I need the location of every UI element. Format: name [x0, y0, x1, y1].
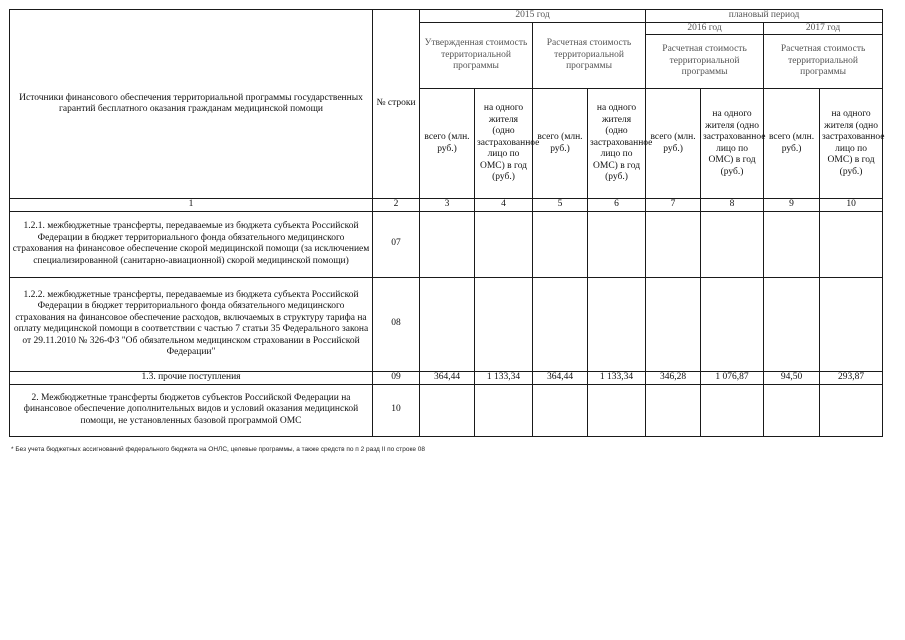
header-year-2015: 2015 год: [420, 10, 646, 23]
header-per-resident-col8: на одного жителя (одно застрахованное лицо по ОМС) в год (руб.): [701, 89, 764, 199]
cell-value: [820, 384, 883, 436]
row-number: 10: [373, 384, 420, 436]
row-label: 1.2.1. межбюджетные трансферты, передаваемые из бюджета субъекта Российской Федерации в бюджет территориального фонда обязательного медицинского страхования на финансовое обеспечение скорой медицинской помощи (за исключением специализированной (санитарно-авиационной) скорой медицинской помощи): [10, 211, 373, 277]
header-year-2017: 2017 год: [764, 22, 883, 35]
column-number: 8: [701, 199, 764, 212]
row-number: 08: [373, 277, 420, 371]
cell-value: [701, 384, 764, 436]
header-planning-period: плановый период: [646, 10, 883, 23]
header-row-number: № строки: [373, 10, 420, 199]
row-number: 09: [373, 371, 420, 384]
cell-value: [533, 211, 588, 277]
cell-value: [475, 384, 533, 436]
budget-table-document: [9, 9, 883, 437]
header-total-col7: всего (млн. руб.): [646, 89, 701, 199]
header-calc-cost-2017: Расчетная стоимость территориальной программы: [764, 35, 883, 89]
column-number: 2: [373, 199, 420, 212]
cell-value: [764, 384, 820, 436]
cell-value: 364,44: [420, 371, 475, 384]
header-per-resident-col6: на одного жителя (одно застрахованное лицо по ОМС) в год (руб.): [588, 89, 646, 199]
column-number-row: [10, 199, 883, 212]
cell-value: [701, 211, 764, 277]
cell-value: 1 133,34: [475, 371, 533, 384]
header-total-col3: всего (млн. руб.): [420, 89, 475, 199]
column-number: 10: [820, 199, 883, 212]
cell-value: 94,50: [764, 371, 820, 384]
table-row: [10, 277, 883, 371]
header-total-col9: всего (млн. руб.): [764, 89, 820, 199]
row-label: 1.3. прочие поступления: [10, 371, 373, 384]
header-approved-cost: Утвержденная стоимость территориальной программы: [420, 22, 533, 89]
cell-value: 293,87: [820, 371, 883, 384]
cell-value: [646, 277, 701, 371]
column-number: 6: [588, 199, 646, 212]
row-number: 07: [373, 211, 420, 277]
header-year-2016: 2016 год: [646, 22, 764, 35]
column-number: 4: [475, 199, 533, 212]
cell-value: [820, 211, 883, 277]
column-number: 9: [764, 199, 820, 212]
column-number: 3: [420, 199, 475, 212]
table-row: [10, 211, 883, 277]
cell-value: [701, 277, 764, 371]
cell-value: [533, 277, 588, 371]
row-label: 2. Межбюджетные трансферты бюджетов субъектов Российской Федерации на финансовое обеспечение дополнительных видов и условий оказания медицинской помощи, не установленных базовой программой ОМС: [10, 384, 373, 436]
cell-value: [420, 277, 475, 371]
header-source-title: Источники финансового обеспечения территориальной программы государственных гарантий бесплатного оказания гражданам медицинской помощи: [10, 10, 373, 199]
row-label: 1.2.2. межбюджетные трансферты, передаваемые из бюджета субъекта Российской Федерации в бюджет территориального фонда обязательного медицинского страхования на финансовое обеспечение расходов, включаемых в структуру тарифа на оплату медицинской помощи в соответствии с частью 7 статьи 35 Федерального закона от 29.11.2010 № 326-ФЗ "Об обязательном медицинском страховании в Российской Федерации": [10, 277, 373, 371]
cell-value: [646, 211, 701, 277]
cell-value: [646, 384, 701, 436]
cell-value: [420, 211, 475, 277]
table-row: [10, 371, 883, 384]
cell-value: [475, 277, 533, 371]
header-total-col5: всего (млн. руб.): [533, 89, 588, 199]
cell-value: 1 076,87: [701, 371, 764, 384]
column-number: 5: [533, 199, 588, 212]
cell-value: [588, 384, 646, 436]
cell-value: [588, 211, 646, 277]
column-number: 7: [646, 199, 701, 212]
cell-value: [588, 277, 646, 371]
column-number: 1: [10, 199, 373, 212]
cell-value: 1 133,34: [588, 371, 646, 384]
header-calc-cost-2016: Расчетная стоимость территориальной программы: [646, 35, 764, 89]
cell-value: [420, 384, 475, 436]
cell-value: 346,28: [646, 371, 701, 384]
cell-value: [533, 384, 588, 436]
financing-sources-table: [9, 9, 883, 437]
header-per-resident-col4: на одного жителя (одно застрахованное лицо по ОМС) в год (руб.): [475, 89, 533, 199]
table-row: [10, 384, 883, 436]
footnote: * Без учета бюджетных ассигнований федерального бюджета на ОНЛС, целевые программы, а также средств по п 2 разд II по строке 08: [11, 446, 426, 453]
header-per-resident-col10: на одного жителя (одно застрахованное лицо по ОМС) в год (руб.): [820, 89, 883, 199]
cell-value: [475, 211, 533, 277]
cell-value: 364,44: [533, 371, 588, 384]
header-calc-cost-2015: Расчетная стоимость территориальной программы: [533, 22, 646, 89]
cell-value: [764, 277, 820, 371]
cell-value: [820, 277, 883, 371]
cell-value: [764, 211, 820, 277]
